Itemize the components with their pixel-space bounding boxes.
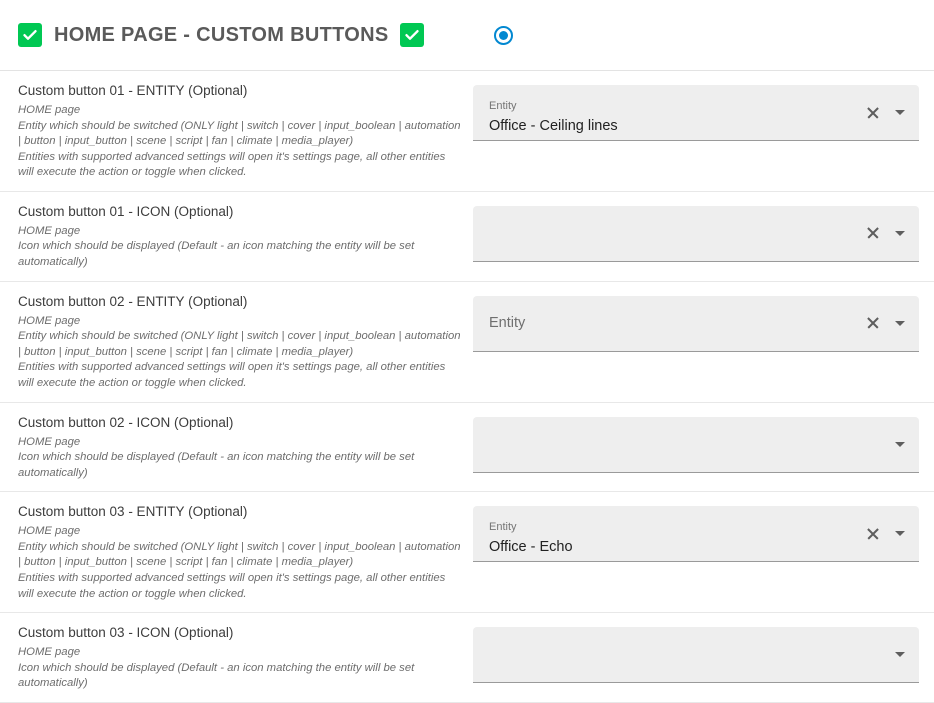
setting-row-text [18, 625, 473, 692]
entity-select-field[interactable] [473, 506, 919, 562]
field-text [489, 627, 887, 682]
description-line: Icon which should be displayed (Default - an icon matching the entity will be set automatically) [18, 240, 415, 269]
field-value: Office - Ceiling lines [489, 117, 618, 134]
settings-rows [0, 71, 934, 703]
setting-row-text [18, 204, 473, 271]
setting-row-control [473, 204, 920, 262]
description-line: Entity which should be switched (ONLY light | switch | cover | input_boolean | automation | button | input_button | scene | script | fan | climate | media_player) [18, 540, 461, 569]
setting-description [18, 645, 461, 692]
setting-row [0, 192, 934, 282]
field-value: Office - Echo [489, 539, 573, 555]
field-icons [887, 652, 909, 657]
checkbox-checked-icon-left[interactable] [18, 23, 42, 47]
chevron-down-icon[interactable] [895, 110, 905, 115]
chevron-down-icon[interactable] [895, 652, 905, 657]
chevron-down-icon[interactable] [895, 231, 905, 236]
setting-row [0, 492, 934, 613]
setting-row [0, 282, 934, 403]
field-icons [887, 442, 909, 447]
entity-select-field[interactable] [473, 85, 919, 141]
description-line: Entity which should be switched (ONLY light | switch | cover | input_boolean | automation | button | input_button | scene | script | fan | climate | media_player) [18, 119, 461, 148]
icon-select-field[interactable] [473, 627, 919, 683]
field-icons [857, 105, 909, 121]
setting-row-control [473, 415, 920, 473]
setting-row [0, 403, 934, 493]
setting-description [18, 314, 461, 392]
setting-row-text [18, 415, 473, 482]
setting-row-control [473, 294, 920, 352]
clear-icon[interactable] [865, 225, 881, 241]
setting-row-control [473, 504, 920, 562]
description-line: Entities with supported advanced settings will open it's settings page, all other entities will execute the action or toggle when clicked. [18, 150, 446, 179]
clear-icon[interactable] [865, 105, 881, 121]
description-line: HOME page [18, 314, 81, 327]
description-line: HOME page [18, 435, 81, 448]
description-line: HOME page [18, 104, 81, 116]
setting-label: Custom button 03 - ICON (Optional) [18, 625, 234, 641]
setting-description [18, 103, 461, 181]
field-icons [857, 526, 909, 542]
setting-row-text [18, 504, 473, 602]
field-icons [857, 315, 909, 331]
description-line: HOME page [18, 525, 81, 538]
setting-label: Custom button 03 - ENTITY (Optional) [18, 504, 248, 520]
chevron-down-icon[interactable] [895, 442, 905, 447]
radio-selected-icon[interactable] [494, 26, 513, 45]
entity-select-field[interactable] [473, 296, 919, 352]
field-placeholder: Entity [489, 314, 526, 331]
description-line: Icon which should be displayed (Default - an icon matching the entity will be set automatically) [18, 661, 415, 690]
setting-description [18, 224, 461, 271]
setting-row [0, 613, 934, 703]
setting-label: Custom button 01 - ICON (Optional) [18, 203, 234, 219]
field-text [489, 417, 887, 472]
description-line: HOME page [18, 224, 81, 237]
field-floating-label: Entity [489, 521, 517, 533]
setting-row-text [18, 294, 473, 392]
setting-description [18, 524, 461, 602]
setting-label: Custom button 01 - ENTITY (Optional) [18, 83, 248, 98]
setting-row-text [18, 83, 473, 181]
field-text [489, 206, 857, 261]
field-text [489, 296, 857, 351]
setting-row-control [473, 625, 920, 683]
page-header [0, 0, 934, 71]
field-floating-label: Entity [489, 99, 517, 112]
setting-row-control [473, 83, 920, 141]
clear-icon[interactable] [865, 526, 881, 542]
setting-label: Custom button 02 - ICON (Optional) [18, 414, 234, 430]
checkbox-checked-icon-right[interactable] [400, 23, 424, 47]
setting-description [18, 435, 461, 482]
setting-label: Custom button 02 - ENTITY (Optional) [18, 293, 248, 309]
field-icons [857, 225, 909, 241]
icon-select-field[interactable] [473, 417, 919, 473]
description-line: HOME page [18, 646, 81, 659]
clear-icon[interactable] [865, 315, 881, 331]
description-line: Entities with supported advanced settings will open it's settings page, all other entities will execute the action or toggle when clicked. [18, 361, 446, 389]
chevron-down-icon[interactable] [895, 321, 905, 326]
field-text [489, 85, 857, 140]
field-text [489, 506, 857, 561]
icon-select-field[interactable] [473, 206, 919, 262]
page-title: HOME PAGE - CUSTOM BUTTONS [54, 23, 389, 46]
chevron-down-icon[interactable] [895, 531, 905, 536]
description-line: Entity which should be switched (ONLY light | switch | cover | input_boolean | automation | button | input_button | scene | script | fan | climate | media_player) [18, 330, 461, 358]
description-line: Icon which should be displayed (Default - an icon matching the entity will be set automatically) [18, 451, 415, 479]
description-line: Entities with supported advanced settings will open it's settings page, all other entities will execute the action or toggle when clicked. [18, 571, 446, 600]
radio-inner-dot [499, 31, 508, 40]
setting-row [0, 71, 934, 192]
